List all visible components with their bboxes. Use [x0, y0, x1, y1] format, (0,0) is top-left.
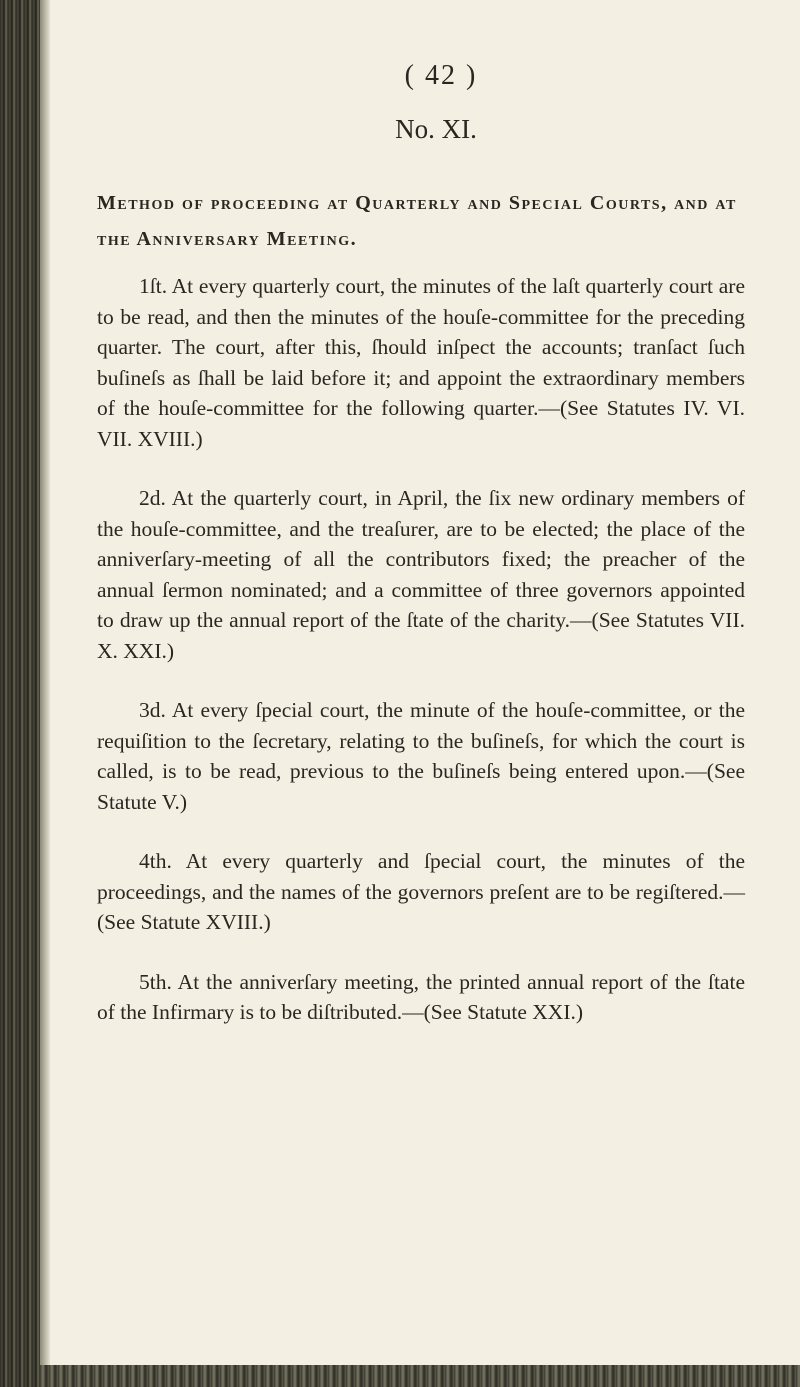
page-bottom-edge: [40, 1365, 800, 1387]
paragraph-3: 3d. At every ſpecial court, the minute of the houſe-committee, or the requiſition to the ſecretary, relating to the buſineſs, for which the court is called, is to be read, previous to the buſineſs being entered upon.—(See Statute V.): [97, 698, 745, 814]
paragraph-5: 5th. At the anniverſary meeting, the printed annual report of the ſtate of the Infirmary is to be diſtributed.—(See Statute XXI.): [97, 969, 745, 1024]
section-number: No. XI.: [395, 114, 477, 144]
paragraph-2: 2d. At the quarterly court, in April, the ſix new ordinary members of the houſe-committee, and the treaſurer, are to be elected; the place of the anniverſary-meeting of all the contributors fixed; the preacher of the annual ſermon nominated; and a committee of three governors appointed to draw up the annual report of the ſtate of the charity.—(See Statutes VII. X. XXI.): [97, 486, 745, 663]
page-edge-shadow: [40, 0, 50, 1387]
page-number: ( 42 ): [404, 60, 478, 91]
paragraph-4: 4th. At every quarterly and ſpecial court, the minutes of the proceedings, and the names of the governors preſent are to be regiſtered.—(See Statute XVIII.): [97, 849, 745, 934]
paragraph-1: 1ſt. At every quarterly court, the minutes of the laſt quarterly court are to be read, and then the minutes of the houſe-committee for the preceding quarter. The court, after this, ſhould inſpect the accounts; tranſact ſuch buſineſs as ſhall be laid before it; and appoint the extraordinary members of the houſe-committee for the following quarter.—(See Statutes IV. VI. VII. XVIII.): [97, 274, 745, 451]
page-content: [97, 60, 745, 1057]
book-gutter: [0, 0, 40, 1387]
section-heading: Method of proceeding at Quarterly and Special Courts, and at the Anniversary Meeting.: [97, 192, 737, 250]
